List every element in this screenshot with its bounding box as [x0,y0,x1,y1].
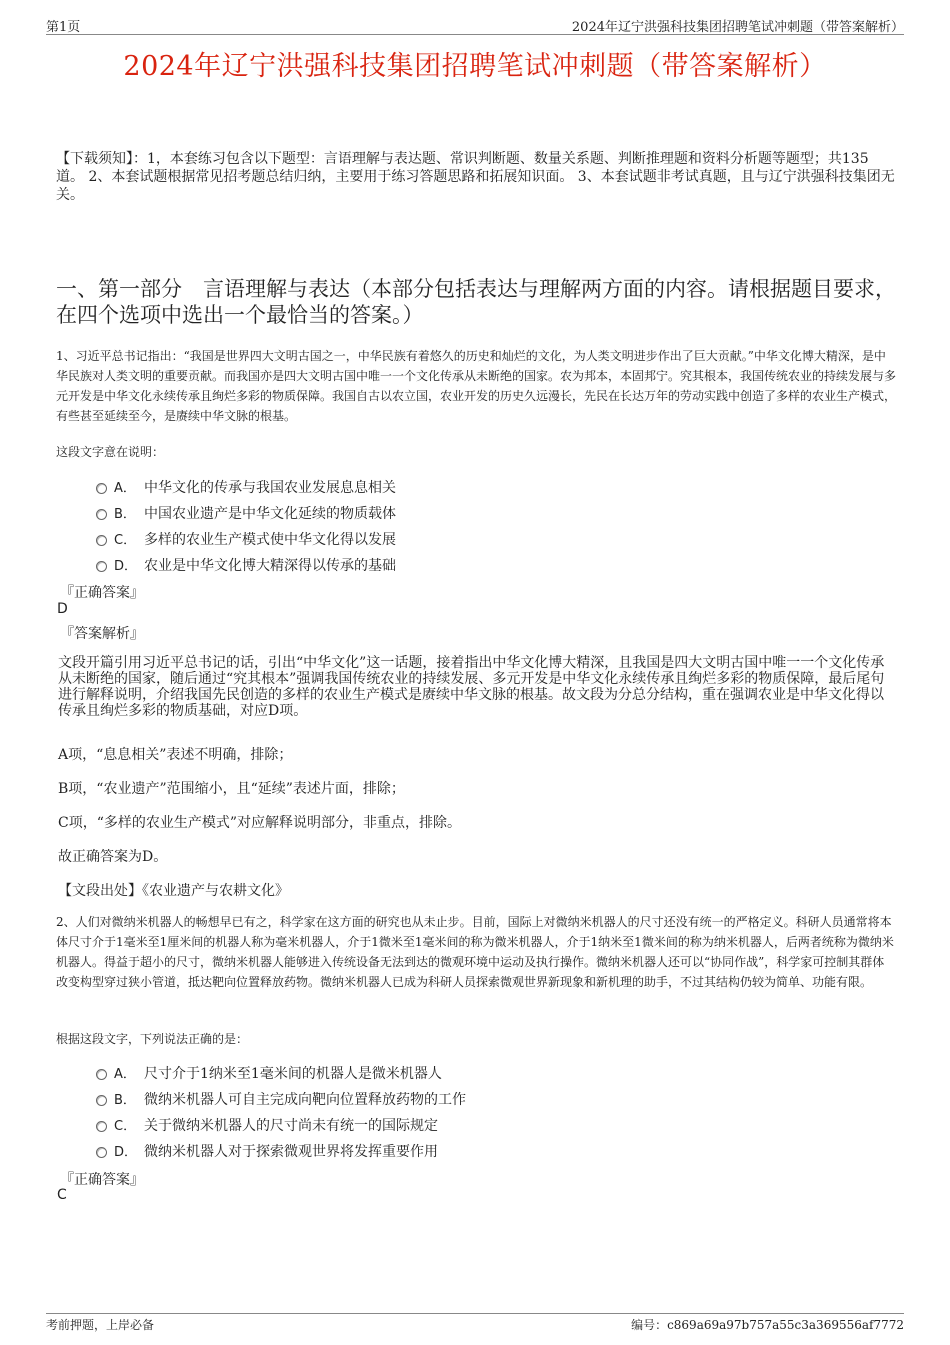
q1-option-a[interactable] [96,477,796,503]
option-letter: A． [114,481,136,496]
header-doc-title: 2024年辽宁洪强科技集团招聘笔试冲刺题（带答案解析） [571,20,904,35]
option-text: 微纳米机器人对于探索微观世界将发挥重要作用 [144,1144,438,1160]
q1-option-c[interactable] [96,529,796,555]
radio-icon[interactable] [96,509,107,520]
question-2-text: 2、人们对微纳米机器人的畅想早已有之，科学家在这方面的研究也从未止步。目前，国际上对微纳米机器人的尺寸还没有统一的严格定义。科研人员通常将本体尺寸介于1毫米至1厘米间的机器人称为毫米机器人，介于1微米至1毫米间的称为微米机器人，介于1纳米至1微米间的称为纳米机器人，后两者统称为微纳米机器人。得益于超小的尺寸，微纳米机器人能够进入传统设备无法到达的微观环境中运动及执行操作。微纳米机器人还可以“协同作战”，科学家可控制其群体改变构型穿过狭小管道，抵达靶向位置释放药物。微纳米机器人已成为科研人员探索微观世界新现象和新机理的助手，不过其结构仍较为简单、功能有限。 [56,915,894,989]
radio-icon[interactable] [96,561,107,572]
question-1-options [96,477,796,581]
q2-option-c[interactable] [96,1115,796,1141]
document-title: 2024年辽宁洪强科技集团招聘笔试冲刺题（带答案解析） [123,51,827,82]
option-letter: D． [114,559,138,574]
option-text: 多样的农业生产模式使中华文化得以发展 [144,532,396,548]
q1-answer-label: 『正确答案』 [60,585,144,601]
q1-analysis-label: 『答案解析』 [60,626,144,642]
radio-icon[interactable] [96,483,107,494]
option-letter: B． [114,1093,136,1108]
footer-serial: 编号：c869a69a97b757a55c3a369556af7772 [631,1318,904,1332]
q1-analysis: 文段开篇引用习近平总书记的话，引出“中华文化”这一话题，接着指出中华文化博大精深，且我国是四大文明古国中唯一一个文化传承从未断绝的国家，随后通过“究其根本”强调我国传统农业的持续发展、多元开发是中华文化永续传承且绚烂多彩的物质保障，最后尾句进行解释说明，介绍我国先民创造的多样的农业生产模式是赓续中华文脉的根基。故文段为分总分结构，重在强调农业是中华文化得以传承且绚烂多彩的物质基础，对应D项。 [58,655,885,719]
q2-option-d[interactable] [96,1141,796,1167]
option-text: 关于微纳米机器人的尺寸尚未有统一的国际规定 [144,1118,438,1134]
page-header [46,14,904,35]
option-text: 中国农业遗产是中华文化延续的物质载体 [144,506,396,522]
q1-option-b[interactable] [96,503,796,529]
option-letter: B． [114,507,136,522]
q1-note-a: A项，“息息相关”表述不明确，排除； [58,747,293,763]
q2-answer: C [57,1187,67,1203]
q2-option-b[interactable] [96,1089,796,1115]
question-1-text: 1、习近平总书记指出：“我国是世界四大文明古国之一，中华民族有着悠久的历史和灿烂的文化，为人类文明进步作出了巨大贡献。”中华文化博大精深，是中华民族对人类文明的重要贡献。而我国亦是四大文明古国中唯一一个文化传承从未断绝的国家。农为邦本，本固邦宁。究其根本，我国传统农业的持续发展与多元开发是中华文化永续传承且绚烂多彩的物质保障。我国自古以农立国，农业开发的历史久远漫长，先民在长达万年的劳动实践中创造了多样的农业生产模式，有些甚至延续至今，是赓续中华文脉的根基。 [56,349,897,423]
q1-answer: D [57,601,68,617]
q1-note-b: B项，“农业遗产”范围缩小，且“延续”表述片面，排除； [58,781,405,797]
q1-conclusion: 故正确答案为D。 [58,849,168,865]
q1-source: 【文段出处】《农业遗产与农耕文化》 [58,883,289,899]
question-2-prompt: 根据这段文字，下列说法正确的是： [56,1032,249,1046]
radio-icon[interactable] [96,1121,107,1132]
q1-option-d[interactable] [96,555,796,581]
option-text: 尺寸介于1纳米至1毫米间的机器人是微米机器人 [144,1066,442,1082]
option-letter: C． [114,533,137,548]
page-number: 第1页 [46,20,81,35]
page-footer [46,1313,904,1334]
radio-icon[interactable] [96,1069,107,1080]
question-2-options [96,1063,796,1167]
question-1-prompt: 这段文字意在说明： [56,445,165,459]
option-letter: C． [114,1119,137,1134]
radio-icon[interactable] [96,1147,107,1158]
option-letter: A． [114,1067,136,1082]
radio-icon[interactable] [96,1095,107,1106]
q1-note-c: C项，“多样的农业生产模式”对应解释说明部分，非重点，排除。 [58,815,462,831]
option-letter: D． [114,1145,138,1160]
q2-answer-label: 『正确答案』 [60,1172,144,1188]
footer-slogan: 考前押题，上岸必备 [46,1318,155,1332]
q2-option-a[interactable] [96,1063,796,1089]
section-heading: 一、第一部分 言语理解与表达（本部分包括表达与理解两方面的内容。请根据题目要求，在四个选项中选出一个最恰当的答案。） [56,277,896,327]
download-notice: 【下载须知】：1，本套练习包含以下题型：言语理解与表达题、常识判断题、数量关系题、判断推理题和资料分析题等题型；共135道。 2、本套试题根据常见招考题总结归纳，主要用于练习答题思路和拓展知识面。 3、本套试题非考试真题，且与辽宁洪强科技集团无关。 [56,151,895,203]
option-text: 微纳米机器人可自主完成向靶向位置释放药物的工作 [144,1092,466,1108]
radio-icon[interactable] [96,535,107,546]
option-text: 中华文化的传承与我国农业发展息息相关 [144,480,396,496]
option-text: 农业是中华文化博大精深得以传承的基础 [144,558,396,574]
